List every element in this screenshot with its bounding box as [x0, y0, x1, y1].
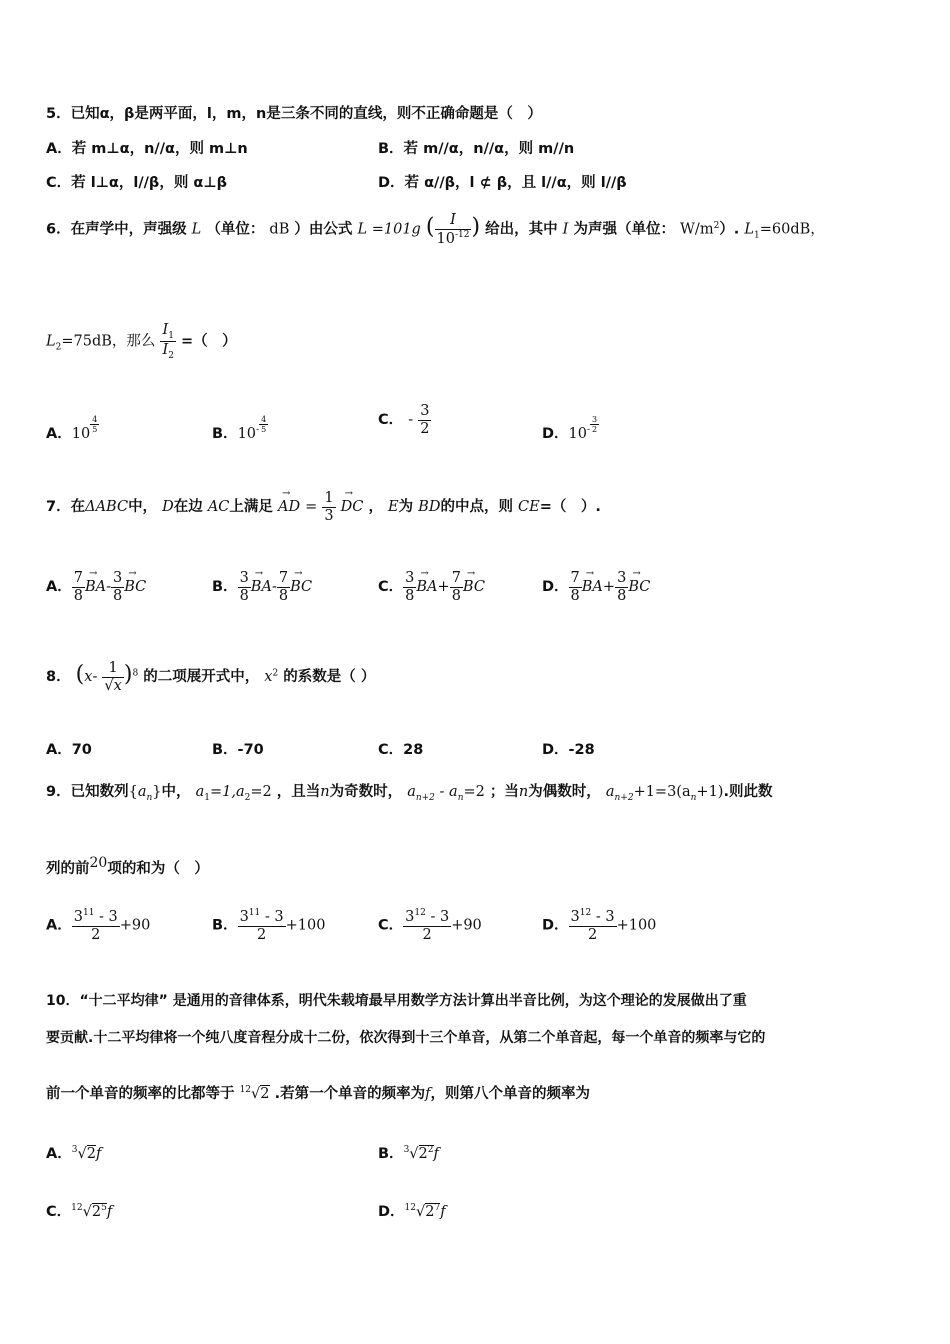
q9-text: 为偶数时， [528, 784, 601, 800]
option-label: A． [46, 917, 72, 934]
q7-a-frac2 [111, 570, 124, 604]
q9-init-mid: =1,a [209, 784, 245, 800]
frac-num: 3 [239, 570, 249, 586]
frac-den: 8 [239, 587, 249, 604]
q6-ratio-den-sub: 2 [168, 351, 174, 362]
q6-L2-value: =75dB，那么 [61, 333, 156, 350]
q7-c-vec2: → BC [463, 579, 485, 595]
q9-text: ；当 [489, 784, 519, 800]
q9-text: 列的前 [46, 860, 90, 877]
q7-d-frac1 [569, 570, 582, 604]
q7-a-vec2: → BC [124, 579, 146, 595]
q9-option-b [212, 908, 325, 943]
option-label: C． [46, 1204, 72, 1220]
frac-num: 7 [570, 570, 580, 586]
q9-even-sub: n+2 [614, 792, 634, 803]
q6-formula-den-exp: -12 [454, 229, 470, 240]
frac-den: 2 [256, 926, 267, 943]
frac-den: 8 [73, 587, 83, 604]
root-base: 2 [86, 1146, 96, 1162]
brace-open-icon: { [128, 784, 138, 800]
q9-odd-sub: n+2 [415, 792, 435, 803]
q6-a-exp-num: 4 [92, 415, 98, 424]
q6-formula-fraction [435, 212, 472, 247]
frac-den: 8 [617, 587, 627, 604]
q9-odd: a [407, 784, 416, 800]
q7-bd: BD [418, 499, 441, 516]
q7-text: ， [368, 499, 383, 516]
q9-text: .则此数 [723, 784, 773, 800]
q9-option-c [378, 908, 482, 943]
q7-point-d: D [162, 499, 174, 516]
sqrt-icon: √ [251, 1086, 261, 1102]
option-label: C． [378, 579, 404, 596]
root-index: 12 [404, 1203, 416, 1214]
q7-stem [46, 490, 601, 524]
q8-minus: - [92, 669, 98, 686]
q10-root-index: 12 [239, 1085, 252, 1096]
q8-num: 1 [102, 660, 123, 678]
option-label: C． [378, 412, 404, 429]
q9-text: 为奇数时， [329, 784, 403, 800]
q9-text: 项的和为（ ） [107, 860, 209, 877]
q7-vector-dc: → DC [341, 499, 364, 515]
q10-option-a [46, 1142, 101, 1163]
q8-text: 的二项展开式中， [143, 669, 260, 686]
sqrt-icon: √ [416, 1204, 426, 1220]
q7-vector-ad: → AD [278, 499, 300, 515]
q10-line1: 10．“十二平均律” 是通用的音律体系，明代朱载堉最早用数学方法计算出半音比例，为这个理论的发展做出了重 [46, 993, 747, 1009]
q10-option-c [46, 1200, 112, 1221]
root-base: 2 [425, 1204, 435, 1220]
root-index: 12 [71, 1203, 83, 1214]
q7-b-vec2: → BC [290, 579, 312, 595]
q7-fraction [322, 490, 335, 524]
q6-b-exp [259, 415, 268, 434]
q6-ratio-num-sub: 1 [168, 330, 174, 341]
q10-option-d [378, 1200, 446, 1221]
frac-den: 8 [570, 587, 580, 604]
frac-den: 8 [405, 587, 415, 604]
q8-option-b: B．-70 [212, 742, 264, 758]
frac-den: 8 [113, 587, 123, 604]
q9-even-end: +1) [696, 784, 724, 800]
q6-option-c [378, 403, 431, 437]
q9-option-a [46, 908, 150, 943]
q6-a-exp-den: 5 [92, 425, 98, 435]
root-index: 3 [71, 1145, 78, 1156]
q6-ratio-den: I [162, 342, 169, 359]
q5-option-a: A．若 m⊥α，n//α，则 m⊥n [46, 141, 248, 157]
q5-option-d: D．若 α//β，l ⊄ β，且 l//α，则 l//β [378, 175, 627, 191]
q6-L1: L [744, 221, 755, 238]
frac-den: 2 [91, 926, 101, 943]
brace-close-icon: } [152, 784, 162, 800]
frac-rest: - 3 [94, 908, 118, 925]
q9-init: a [195, 784, 205, 800]
q7-a-vec1: → BA [85, 579, 106, 595]
q6-ratio-tail: =（ ） [181, 333, 237, 350]
option-label: B． [212, 579, 238, 596]
q9-b-frac [238, 908, 286, 943]
option-label: B． [212, 426, 238, 443]
frac-num: 7 [278, 570, 289, 586]
q6-text: （单位： [206, 221, 265, 238]
q9-even: a [605, 784, 615, 800]
frac-exp: 12 [414, 908, 426, 918]
q6-var-L: L [191, 221, 202, 238]
q6-unit-w-exp: 2 [713, 220, 720, 231]
q6-paren-close: ) [471, 214, 481, 240]
q6-stem-line2 [46, 322, 237, 361]
q6-text: ）由公式 [294, 221, 353, 238]
frac-den: 2 [422, 926, 432, 943]
q6-formula-den-base: 10 [436, 230, 455, 247]
q6-option-d [542, 415, 599, 443]
q6-text: 给出，其中 [485, 221, 558, 238]
q8-option-d: D．-28 [542, 742, 595, 758]
q9-stem [46, 780, 772, 803]
q7-option-a [46, 570, 146, 604]
q6-c-sign: - [408, 412, 414, 429]
q9-d-frac [569, 908, 617, 943]
q10-d-f: f [440, 1204, 446, 1220]
q6-b-exp-den: 5 [261, 425, 267, 435]
q9-n: n [320, 784, 330, 800]
q7-d-op: + [602, 579, 616, 596]
root-base: 2 [418, 1146, 428, 1162]
q9-option-d [542, 908, 656, 943]
frac-base: 3 [73, 908, 83, 925]
q7-b-frac2 [277, 570, 290, 604]
q9-text: ，且当 [276, 784, 321, 800]
q9-init-end: =2 [250, 784, 272, 800]
q6-d-base: 10 [568, 426, 587, 443]
q9-odd-end: =2 [463, 784, 485, 800]
q7-point-e: E [388, 499, 399, 516]
q6-d-exp-sign: - [587, 425, 591, 436]
q6-option-b [212, 415, 268, 443]
q6-d-exp-num: 3 [592, 415, 598, 424]
q6-L2: L [46, 333, 56, 350]
q9-init-sub: 1 [204, 792, 210, 803]
q6-formula-lhs: L =101g [357, 221, 421, 238]
q8-option-a: A．70 [46, 742, 92, 758]
q9-n: n [518, 784, 529, 800]
q7-text: =（ ）. [539, 499, 601, 516]
q10-text: 前一个单音的频率的比都等于 [46, 1086, 235, 1102]
q6-c-den: 2 [420, 420, 430, 437]
q7-a-frac1 [72, 570, 85, 604]
q8-option-c: C．28 [378, 742, 424, 758]
q6-L1-sub: 1 [754, 230, 760, 241]
q10-c-f: f [106, 1204, 113, 1220]
q5-option-b: B．若 m//α，n//α，则 m//n [378, 141, 575, 157]
q6-L1-value: =60dB， [759, 221, 825, 238]
frac-num: 7 [73, 570, 83, 586]
frac-den: 8 [278, 587, 289, 604]
frac-exp: 11 [248, 908, 261, 918]
q9-text: 9．已知数列 [46, 784, 129, 800]
q9-seq: a [137, 784, 147, 800]
root-base: 2 [91, 1204, 102, 1220]
q9-c-frac [403, 908, 451, 943]
frac-exp: 11 [82, 908, 95, 918]
q6-b-exp-num: 4 [261, 415, 267, 424]
q6-var-I: I [562, 221, 569, 238]
q10-option-b [378, 1142, 439, 1163]
frac-base: 3 [239, 908, 249, 925]
root-exp: 5 [101, 1203, 107, 1214]
q10-root-value: 2 [260, 1086, 270, 1102]
q6-text: 6．在声学中，声强级 [46, 221, 187, 238]
q8-text: 的系数是（ ） [283, 669, 376, 686]
q9-a-frac [72, 908, 120, 943]
q6-ratio [160, 322, 175, 361]
root-index: 3 [403, 1145, 410, 1156]
q10-a-f: f [95, 1146, 102, 1162]
sqrt-icon: √ [77, 1146, 87, 1162]
q8-paren-close: ) [123, 662, 133, 688]
frac-base: 3 [570, 908, 580, 925]
option-label: A． [46, 426, 72, 443]
root-exp: 7 [434, 1203, 441, 1214]
q8-var: x [264, 669, 273, 686]
q9-c-add: +90 [451, 917, 482, 934]
option-label: B． [378, 1146, 404, 1162]
q8-var-exp: 2 [272, 668, 279, 679]
option-label: D． [542, 579, 569, 596]
q7-option-c [378, 570, 485, 604]
q5-option-c: C．若 l⊥α，l//β，则 α⊥β [46, 175, 227, 191]
frac-num: 3 [405, 570, 415, 586]
q6-c-num: 3 [420, 403, 430, 419]
q9-odd-sub: n [457, 792, 464, 803]
q9-even-mid: +1=3(a [633, 784, 691, 800]
q7-text: 为 [398, 499, 414, 516]
q8-sqrt-x: x [113, 677, 122, 694]
q9-seq-sub: n [146, 792, 153, 803]
q7-b-op: - [271, 579, 277, 596]
q8-fraction [102, 660, 123, 694]
q7-c-vec1: → BA [416, 579, 437, 595]
q7-num: 1 [324, 490, 334, 506]
q7-triangle: ΔABC [85, 499, 129, 516]
q6-b-exp-sign: - [256, 425, 260, 436]
q6-option-a [46, 415, 99, 443]
q6-b-base: 10 [237, 426, 257, 443]
q8-stem [46, 660, 375, 694]
q9-d-add: +100 [616, 917, 657, 934]
q9-count: 20 [89, 855, 108, 871]
q7-option-d [542, 570, 650, 604]
sqrt-icon: √ [104, 677, 114, 694]
q7-text: 7．在 [46, 499, 86, 516]
q9-stem-line2 [46, 855, 209, 878]
q7-b-frac1 [238, 570, 251, 604]
q6-formula-numerator: I [435, 212, 472, 230]
root-exp: 2 [427, 1145, 434, 1156]
sqrt-icon: √ [409, 1146, 419, 1162]
q5-stem: 5．已知α，β是两平面，l，m，n是三条不同的直线，则不正确命题是（ ） [46, 106, 542, 122]
q10-text: .若第一个单音的频率为 [274, 1086, 426, 1102]
option-label: B． [212, 917, 238, 934]
option-label: D． [542, 426, 569, 443]
q8-label: 8． [46, 669, 71, 686]
q6-ratio-num: I [162, 322, 169, 338]
q6-d-exp [590, 415, 599, 434]
q8-paren-open: ( [75, 662, 85, 688]
option-label: D． [378, 1204, 405, 1220]
q6-text: 为声强（单位： [573, 221, 675, 238]
frac-num: 7 [451, 570, 461, 586]
q9-text: 中， [161, 784, 191, 800]
q7-den: 3 [324, 507, 334, 524]
q8-x: x [84, 669, 93, 686]
q10-line3 [46, 1082, 590, 1103]
frac-rest: - 3 [591, 908, 615, 925]
option-label: C． [378, 917, 404, 934]
q7-eq: = [305, 499, 318, 516]
q9-b-add: +100 [285, 917, 326, 934]
q7-text: 的中点，则 [440, 499, 513, 516]
q6-a-base: 10 [71, 426, 91, 443]
q6-c-fraction [418, 403, 431, 437]
q7-b-vec1: → BA [251, 579, 272, 595]
frac-rest: - 3 [425, 908, 450, 925]
q10-line2: 要贡献.十二平均律将一个纯八度音程分成十二份，依次得到十三个单音，从第二个单音起，每一个单音的频率与它的 [46, 1030, 766, 1046]
option-label: A． [46, 579, 72, 596]
frac-base: 3 [405, 908, 415, 925]
q7-a-op: - [106, 579, 112, 596]
q7-c-op: + [437, 579, 450, 596]
q7-d-vec1: → BA [582, 579, 603, 595]
q6-stem [46, 212, 825, 247]
q7-d-frac2 [615, 570, 628, 604]
q6-text: ）. [719, 221, 740, 238]
q6-a-exp [90, 415, 99, 434]
frac-rest: - 3 [260, 908, 284, 925]
q9-a-add: +90 [119, 917, 151, 934]
q9-even-sub: n [690, 792, 697, 803]
q7-text: 中， [128, 499, 158, 516]
q10-b-f: f [433, 1146, 439, 1162]
q6-unit-w: W/m [680, 221, 714, 238]
q7-text: 上满足 [229, 499, 273, 516]
frac-exp: 12 [579, 908, 592, 918]
q10-text: ，则第八个单音的频率为 [430, 1086, 590, 1102]
q7-d-vec2: → BC [628, 579, 650, 595]
option-label: A． [46, 1146, 72, 1162]
q6-d-exp-den: 2 [592, 425, 598, 435]
frac-num: 3 [113, 570, 123, 586]
q7-c-frac2 [450, 570, 463, 604]
frac-num: 3 [617, 570, 627, 586]
q7-c-frac1 [403, 570, 416, 604]
frac-den: 8 [451, 587, 461, 604]
q9-odd-mid: - a [434, 784, 458, 800]
option-label: D． [542, 917, 569, 934]
q7-ac: AC [207, 499, 230, 516]
sqrt-icon: √ [82, 1204, 92, 1220]
q7-option-b [212, 570, 312, 604]
q8-exp: 8 [132, 668, 139, 679]
frac-den: 2 [587, 926, 598, 943]
q7-text: 在边 [173, 499, 203, 516]
q7-ce: CE [518, 499, 540, 516]
q10-f: f [425, 1086, 431, 1102]
q6-L2-sub: 2 [55, 342, 62, 353]
q6-unit-db: dB [269, 221, 290, 238]
q9-init-sub: 2 [244, 792, 251, 803]
q6-paren-open: ( [425, 214, 435, 240]
